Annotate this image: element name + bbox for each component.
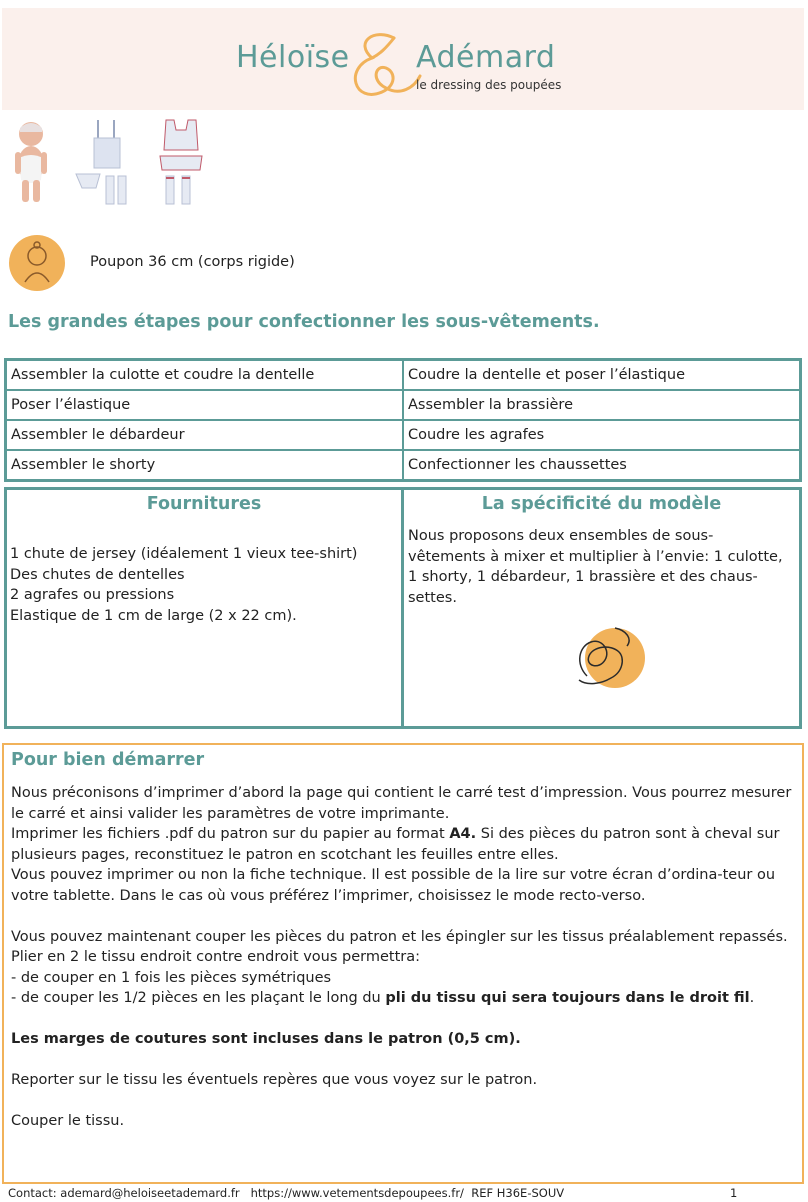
step-cell: Assembler la brassière <box>403 390 801 420</box>
spacer <box>11 906 797 927</box>
footer-ref: REF H36E-SOUV <box>471 1186 565 1200</box>
table-row <box>6 420 801 450</box>
column-divider <box>401 490 404 726</box>
doll-photo <box>10 118 52 208</box>
brand-name-right: Adémard <box>416 40 556 75</box>
specifics-line: 1 shorty, 1 débardeur, 1 brassière et des chaus- <box>408 569 758 585</box>
paragraph: Plier en 2 le tissu endroit contre endroit vous permettra: <box>11 949 421 965</box>
list-item: 1 chute de jersey (idéalement 1 vieux tee-shirt) <box>10 546 358 562</box>
text-run: - de couper les 1/2 pièces en les plaçant le long du <box>11 990 386 1006</box>
specifics-line: settes. <box>408 589 457 606</box>
step-cell: Poser l’élastique <box>6 390 404 420</box>
paragraph: - de couper en 1 fois les pièces symétriques <box>11 969 332 986</box>
list-item: Des chutes de dentelles <box>10 566 185 583</box>
brand-tagline: le dressing des poupées <box>416 78 562 92</box>
paragraph <box>11 988 797 1009</box>
page-number: 1 <box>730 1186 738 1200</box>
paragraph: Vous pouvez maintenant couper les pièces du patron et les épingler sur les tissus préalablement repassés. <box>11 928 788 945</box>
hand-sewing-icon <box>567 616 651 700</box>
footer-website-link[interactable]: https://www.vetementsdepoupees.fr/ <box>250 1186 464 1200</box>
supplies-and-specifics-box <box>4 487 802 729</box>
spacer <box>11 1091 797 1112</box>
specifics-line: Nous proposons deux ensembles de sous- <box>408 528 714 544</box>
step-cell: Coudre les agrafes <box>403 420 801 450</box>
step-cell: Assembler le débardeur <box>6 420 404 450</box>
baby-doll-icon <box>8 234 66 292</box>
step-cell: Assembler le shorty <box>6 450 404 481</box>
list-item: Elastique de 1 cm de large (2 x 22 cm). <box>10 607 297 624</box>
step-cell: Confectionner les chaussettes <box>403 450 801 481</box>
supplies-title: Fournitures <box>146 494 262 514</box>
underwear-set-1-photo <box>74 118 130 208</box>
paragraph: Reporter sur le tissu les éventuels repères que vous voyez sur le patron. <box>11 1072 538 1088</box>
paragraph: Nous préconisons d’imprimer d’abord la page qui contient le carré test d’impression. Vous pourrez mesurer le carré et ainsi valider les paramètres de votre imprimante. <box>11 785 792 822</box>
step-cell: Coudre la dentelle et poser l’élastique <box>403 360 801 391</box>
footer-contact-email[interactable]: Contact: ademard@heloiseetademard.fr <box>8 1186 240 1200</box>
spacer <box>11 1050 797 1071</box>
format-emphasis: A4. <box>449 826 477 842</box>
paragraph: Couper le tissu. <box>11 1113 125 1129</box>
doll-type-label: Poupon 36 cm (corps rigide) <box>90 254 295 270</box>
header-banner <box>2 8 804 110</box>
steps-title: Les grandes étapes pour confectionner les sous-vêtements. <box>8 312 600 332</box>
getting-started-body <box>11 783 797 1132</box>
text-run: . <box>749 990 755 1006</box>
paragraph: Vous pouvez imprimer ou non la fiche technique. Il est possible de la lire sur votre écran d’ordina-teur ou votre tablette. Dans le cas où vous préférez l’imprimer, choisissez le mode recto-verso. <box>11 867 776 904</box>
text-run: Imprimer les fichiers .pdf du patron sur du papier au format <box>11 826 450 842</box>
getting-started-title: Pour bien démarrer <box>11 750 205 770</box>
specifics-text <box>408 526 798 608</box>
list-item: 2 agrafes ou pressions <box>10 587 175 603</box>
specifics-line: vêtements à mixer et multiplier à l’envie: 1 culotte, <box>408 548 783 565</box>
paragraph <box>11 1029 797 1050</box>
supplies-list <box>10 544 357 626</box>
table-row <box>6 450 801 481</box>
brand-logo <box>234 26 574 106</box>
table-row <box>6 390 801 420</box>
specifics-title: La spécificité du modèle <box>481 494 722 514</box>
text-run: Si des pièces du patron sont à cheval sur plusieurs pages, reconstituez le patron en scotchant les feuilles entre elles. <box>11 826 780 863</box>
underwear-set-2-photo <box>156 116 206 208</box>
table-row <box>6 360 801 391</box>
getting-started-box <box>2 743 804 1184</box>
step-cell: Assembler la culotte et coudre la dentelle <box>6 360 404 391</box>
seam-allowance-note: Les marges de coutures sont incluses dans le patron (0,5 cm). <box>11 1031 521 1047</box>
spacer <box>11 1009 797 1030</box>
paragraph <box>11 824 797 865</box>
steps-table <box>4 358 802 482</box>
footer <box>8 1186 564 1200</box>
brand-name-left: Héloïse <box>236 40 350 75</box>
grain-emphasis: pli du tissu qui sera toujours dans le droit fil <box>385 990 750 1006</box>
